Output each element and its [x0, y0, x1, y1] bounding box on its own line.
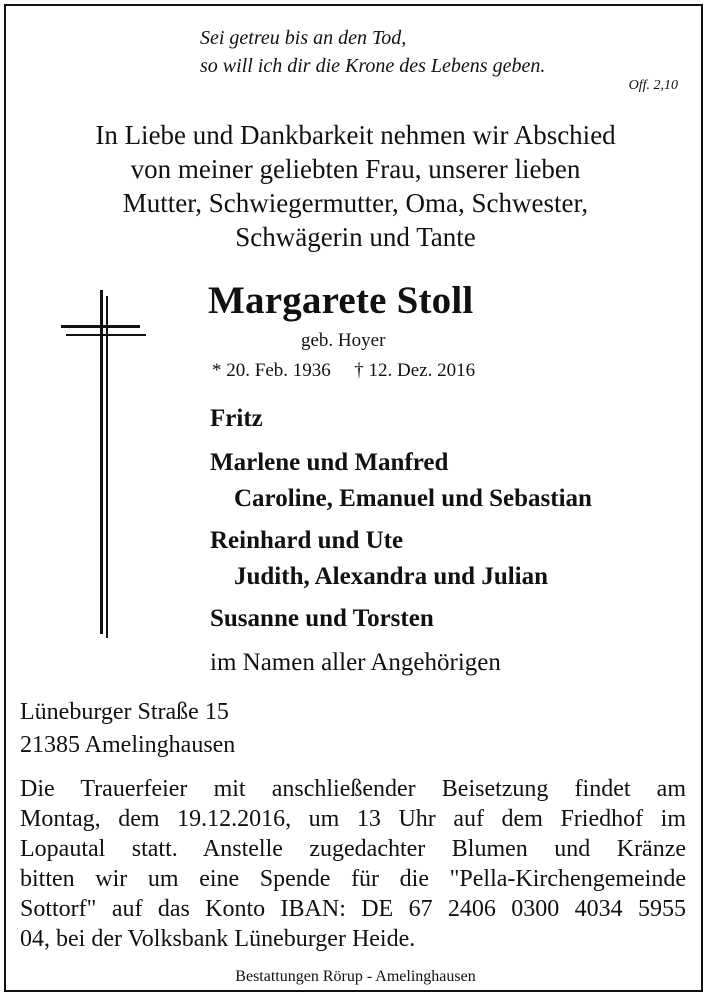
mourners-list	[210, 400, 690, 682]
notice-line: Sottorf" auf das Konto IBAN: DE 67 2406 0300 4034 5955	[20, 896, 686, 922]
intro-line: Mutter, Schwiegermutter, Oma, Schwester,	[122, 188, 589, 218]
mourner-line: Judith, Alexandra und Julian	[234, 563, 549, 590]
intro-line: Schwägerin und Tante	[235, 222, 476, 252]
birth-date: * 20. Feb. 1936	[212, 360, 331, 381]
address-street: Lüneburger Straße 15	[20, 699, 229, 725]
intro-line: von meiner geliebten Frau, unserer lieben	[130, 154, 581, 184]
verse-reference: Off. 2,10	[628, 78, 678, 93]
notice-line: Die Trauerfeier mit anschließender Beisetzung findet am	[20, 776, 686, 802]
notice-line: 04, bei der Volksbank Lüneburger Heide.	[20, 926, 416, 952]
funeral-notice	[20, 774, 686, 954]
verse-line-2: so will ich dir die Krone des Lebens geben.	[200, 55, 546, 77]
death-date: † 12. Dez. 2016	[354, 360, 476, 381]
funeral-home-footer: Bestattungen Rörup - Amelinghausen	[235, 968, 476, 985]
verse-line-1: Sei getreu bis an den Tod,	[200, 27, 407, 49]
intro-line: In Liebe und Dankbarkeit nehmen wir Abschied	[95, 120, 616, 150]
notice-line: Montag, dem 19.12.2016, um 13 Uhr auf dem Friedhof im	[20, 806, 686, 832]
mourner-line: Fritz	[210, 405, 263, 432]
deceased-name: Margarete Stoll	[208, 279, 474, 322]
intro-text	[20, 118, 691, 254]
address	[20, 696, 235, 762]
birth-name: geb. Hoyer	[301, 330, 386, 351]
address-city: 21385 Amelinghausen	[20, 732, 236, 758]
notice-line: bitten wir um eine Spende für die "Pella-Kirchengemeinde	[20, 866, 686, 892]
mourner-line: Caroline, Emanuel und Sebastian	[234, 485, 592, 512]
mourner-line: Marlene und Manfred	[210, 449, 449, 476]
notice-line: Lopautal statt. Anstelle zugedachter Blumen und Kränze	[20, 836, 686, 862]
mourner-line: im Namen aller Angehörigen	[210, 649, 501, 676]
life-dates	[212, 360, 475, 382]
mourner-line: Reinhard und Ute	[210, 527, 404, 554]
mourner-line: Susanne und Torsten	[210, 605, 434, 632]
